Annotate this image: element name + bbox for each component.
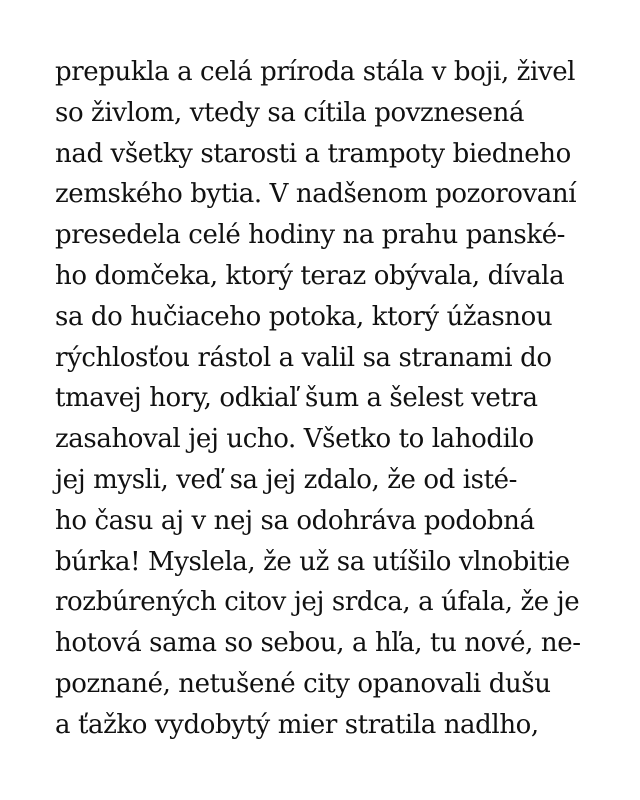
text-line-15: hotová sama so sebou, a hľa, tu nové, ne-: [55, 628, 581, 659]
text-line-14: rozbúrených citov jej srdca, a úfala, že je: [55, 587, 580, 618]
text-line-16: poznané, netušené city opanovali dušu: [55, 668, 551, 699]
text-line-10: zasahoval jej ucho. Všetko to lahodilo: [55, 424, 534, 455]
text-line-8: rýchlosťou rástol a valil sa stranami do: [55, 342, 552, 373]
text-line-6: ho domčeka, ktorý teraz obývala, dívala: [55, 260, 565, 291]
text-line-3: nad všetky starosti a trampoty biedneho: [55, 138, 571, 169]
text-line-9: tmavej hory, odkiaľ šum a šelest vetra: [55, 383, 538, 414]
text-line-4: zemského bytia. V nadšenom pozorovaní: [55, 179, 577, 210]
text-line-1: prepukla a celá príroda stála v boji, živel: [55, 57, 576, 87]
text-line-11: jej mysli, veď sa jej zdalo, že od isté-: [55, 464, 518, 495]
text-line-7: sa do hučiaceho potoka, ktorý úžasnou: [55, 301, 553, 332]
text-line-5: presedela celé hodiny na prahu panské-: [55, 220, 566, 251]
text-line-17: a ťažko vydobytý mier stratila nadlho,: [55, 709, 539, 740]
text-line-12: ho času aj v nej sa odohráva podobná: [55, 505, 535, 536]
text-line-2: so živlom, vtedy sa cítila povznesená: [55, 97, 525, 128]
body-text: [55, 52, 615, 746]
text-line-13: búrka! Myslela, že už sa utíšilo vlnobitie: [55, 546, 570, 577]
